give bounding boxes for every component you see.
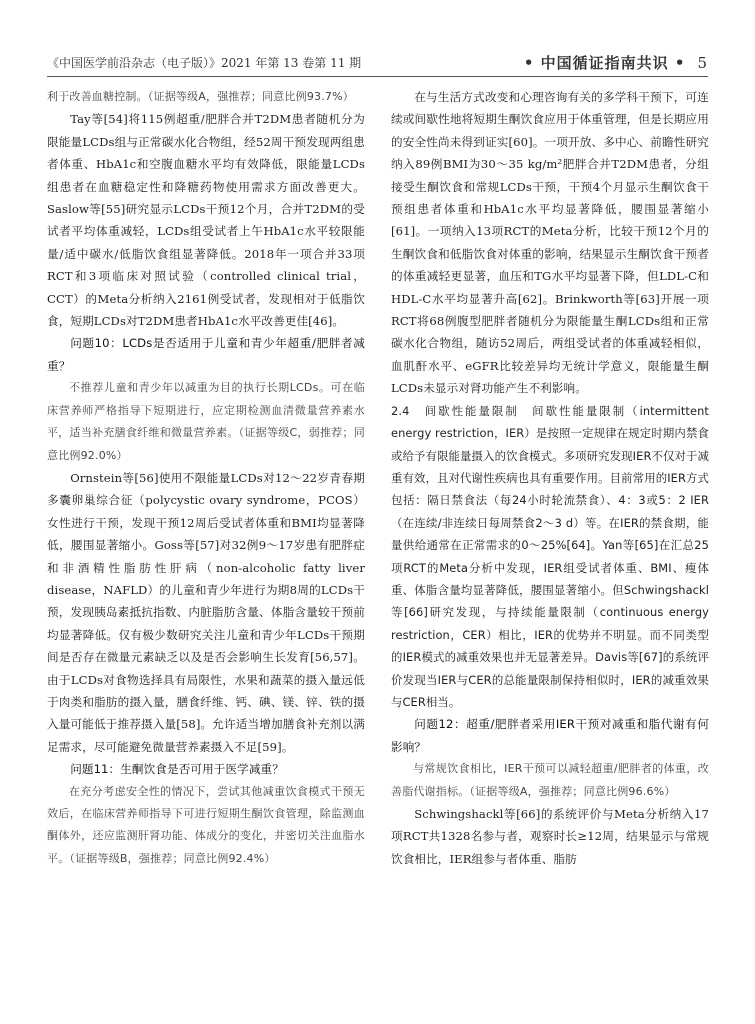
recommendation: 在充分考虑安全性的情况下，尝试其他减重饮食模式干预无效后，在临床营养师指导下可进行短期生酮饮食管理，除监测血酮体外，还应监测肝肾功能、体成分的变化，并密切关注血脂水平。（证据等级B，强推荐；同意比例92.4%） (47, 784, 365, 865)
paragraph: Tay等[54]将115例超重/肥胖合并T2DM患者随机分为限能量LCDs组与正常碳水化合物组，经52周干预发现两组患者体重、HbA1c和空腹血糖水平均有效降低，限能量LCDs组患者在血糖稳定性和降糖药物使用需求方面改善更大。Saslow等[55]研究显示LCDs干预12个月，合并T2DM的受试者平均体重减轻，LCDs组受试者上午HbA1c水平较限能量/适中碳水/低脂饮食组显著降低。2018年一项合并33项RCT和3项临床对照试验（controlled clinical trial，CCT）的Meta分析纳入2161例受试者，发现相对于低脂饮食，短期LCDs对T2DM患者HbA1c水平改善更佳[46]。 (47, 112, 365, 329)
section-paragraph: 2.4 间歇性能量限制 间歇性能量限制（intermittent energy restriction，IER）是按照一定规律在规定时期内禁食或给予有限能量摄入的饮食模式。多项研究发现IER不仅对于减重有效，且对代谢性疾病也具有重要作用。目前常用的IER方式包括：隔日禁食法（每24小时轮流禁食）、4：3或5：2 IER（在连续/非连续日每周禁食2～3 d）等。在IER的禁食期，能量供给通常在正常需求的0～25%[64]。Yan等[65]在汇总25项RCT的Meta分析中发现，IER组受试者体重、BMI、瘦体重、体脂含量均显著降低，腰围显著缩小。但Schwingshackl等[66]研究发现，与持续能量限制（continuous energy restriction，CER）相比，IER的优势并不明显。而不同类型的IER模式的减重效果也并无显著差异。Davis等[67]的系统评价发现当IER与CER的总能量限制保持相似时，IER的减重效果与CER相当。 (391, 403, 709, 709)
question-heading: 问题12：超重/肥胖者采用IER干预对减重和脂代谢有何影响？ (391, 717, 709, 754)
question-heading: 问题10：LCDs是否适用于儿童和青少年超重/肥胖者减重？ (47, 336, 365, 373)
question-heading: 问题11：生酮饮食是否可用于医学减重？ (70, 762, 284, 777)
journal-citation: 《中国医学前沿杂志（电子版）》2021 年第 13 卷第 11 期 (47, 56, 362, 70)
section-label: • 中国循证指南共识 • (523, 54, 686, 72)
right-column (391, 86, 709, 870)
paragraph: 在与生活方式改变和心理咨询有关的多学科干预下，可连续或间歇性地将短期生酮饮食应用于体重管理，但是长期应用的安全性尚未得到证实[60]。一项开放、多中心、前瞻性研究纳入89例BMI为30～35 kg/m²肥胖合并T2DM患者，分组接受生酮饮食和常规LCDs干预，干预4个月显示生酮饮食干预组患者体重和HbA1c水平均显著降低，腰围显著缩小[61]。一项纳入13项RCT的Meta分析，比较干预12个月的生酮饮食和低脂饮食对体重的影响，结果显示生酮饮食干预者的体重减轻更显著，血压和TG水平均显著下降，但LDL-C和HDL-C水平均显著升高[62]。Brinkworth等[63]开展一项RCT将68例腹型肥胖者随机分为限能量生酮LCDs组和正常碳水化合物组，随访52周后，两组受试者的体重减轻相似，血肌酐水平、eGFR比较差异均无统计学意义，限能量生酮LCDs未显示对肾功能产生不利影响。 (391, 90, 709, 396)
section-title (524, 52, 708, 73)
recommendation: 不推荐儿童和青少年以减重为目的执行长期LCDs。可在临床营养师严格指导下短期进行，应定期检测血清微量营养素水平，适当补充膳食纤维和微量营养素。（证据等级C，弱推荐；同意比例92.0%） (47, 381, 365, 462)
recommendation: 与常规饮食相比，IER干预可以减轻超重/肥胖者的体重，改善脂代谢指标。（证据等级A，强推荐；同意比例96.6%） (391, 762, 709, 798)
recommendation: 利于改善血糖控制。（证据等级A，强推荐；同意比例93.7%） (47, 90, 354, 103)
page-number: 5 (697, 54, 708, 72)
header-rule (47, 76, 708, 77)
paragraph: Schwingshackl等[66]的系统评价与Meta分析纳入17项RCT共1328名参与者，观察时长≥12周，结果显示与常规饮食相比，IER组参与者体重、脂肪 (391, 807, 709, 866)
paragraph: Ornstein等[56]使用不限能量LCDs对12～22岁青春期多囊卵巢综合征（polycystic ovary syndrome，PCOS）女性进行干预，发现干预12周后受试者体重和BMI均显著降低，腰围显著缩小。Goss等[57]对32例9～17岁患有肥胖症和非酒精性脂肪性肝病（non-alcoholic fatty liver disease，NAFLD）的儿童和青少年进行为期8周的LCDs干预，发现胰岛素抵抗指数、内脏脂肪含量、体脂含量较干预前均显著降低。仅有极少数研究关注儿童和青少年LCDs干预期间是否存在微量元素缺乏以及是否会影响生长发育[56,57]。由于LCDs对食物选择具有局限性，水果和蔬菜的摄入量远低于肉类和脂肪的摄入量，膳食纤维、钙、碘、镁、锌、铁的摄入量可能低于推荐摄入量[58]。允许适当增加膳食补充剂以满足需求，尽可能避免微量营养素摄入不足[59]。 (47, 470, 365, 754)
page-header (47, 52, 708, 74)
left-column (47, 86, 365, 870)
